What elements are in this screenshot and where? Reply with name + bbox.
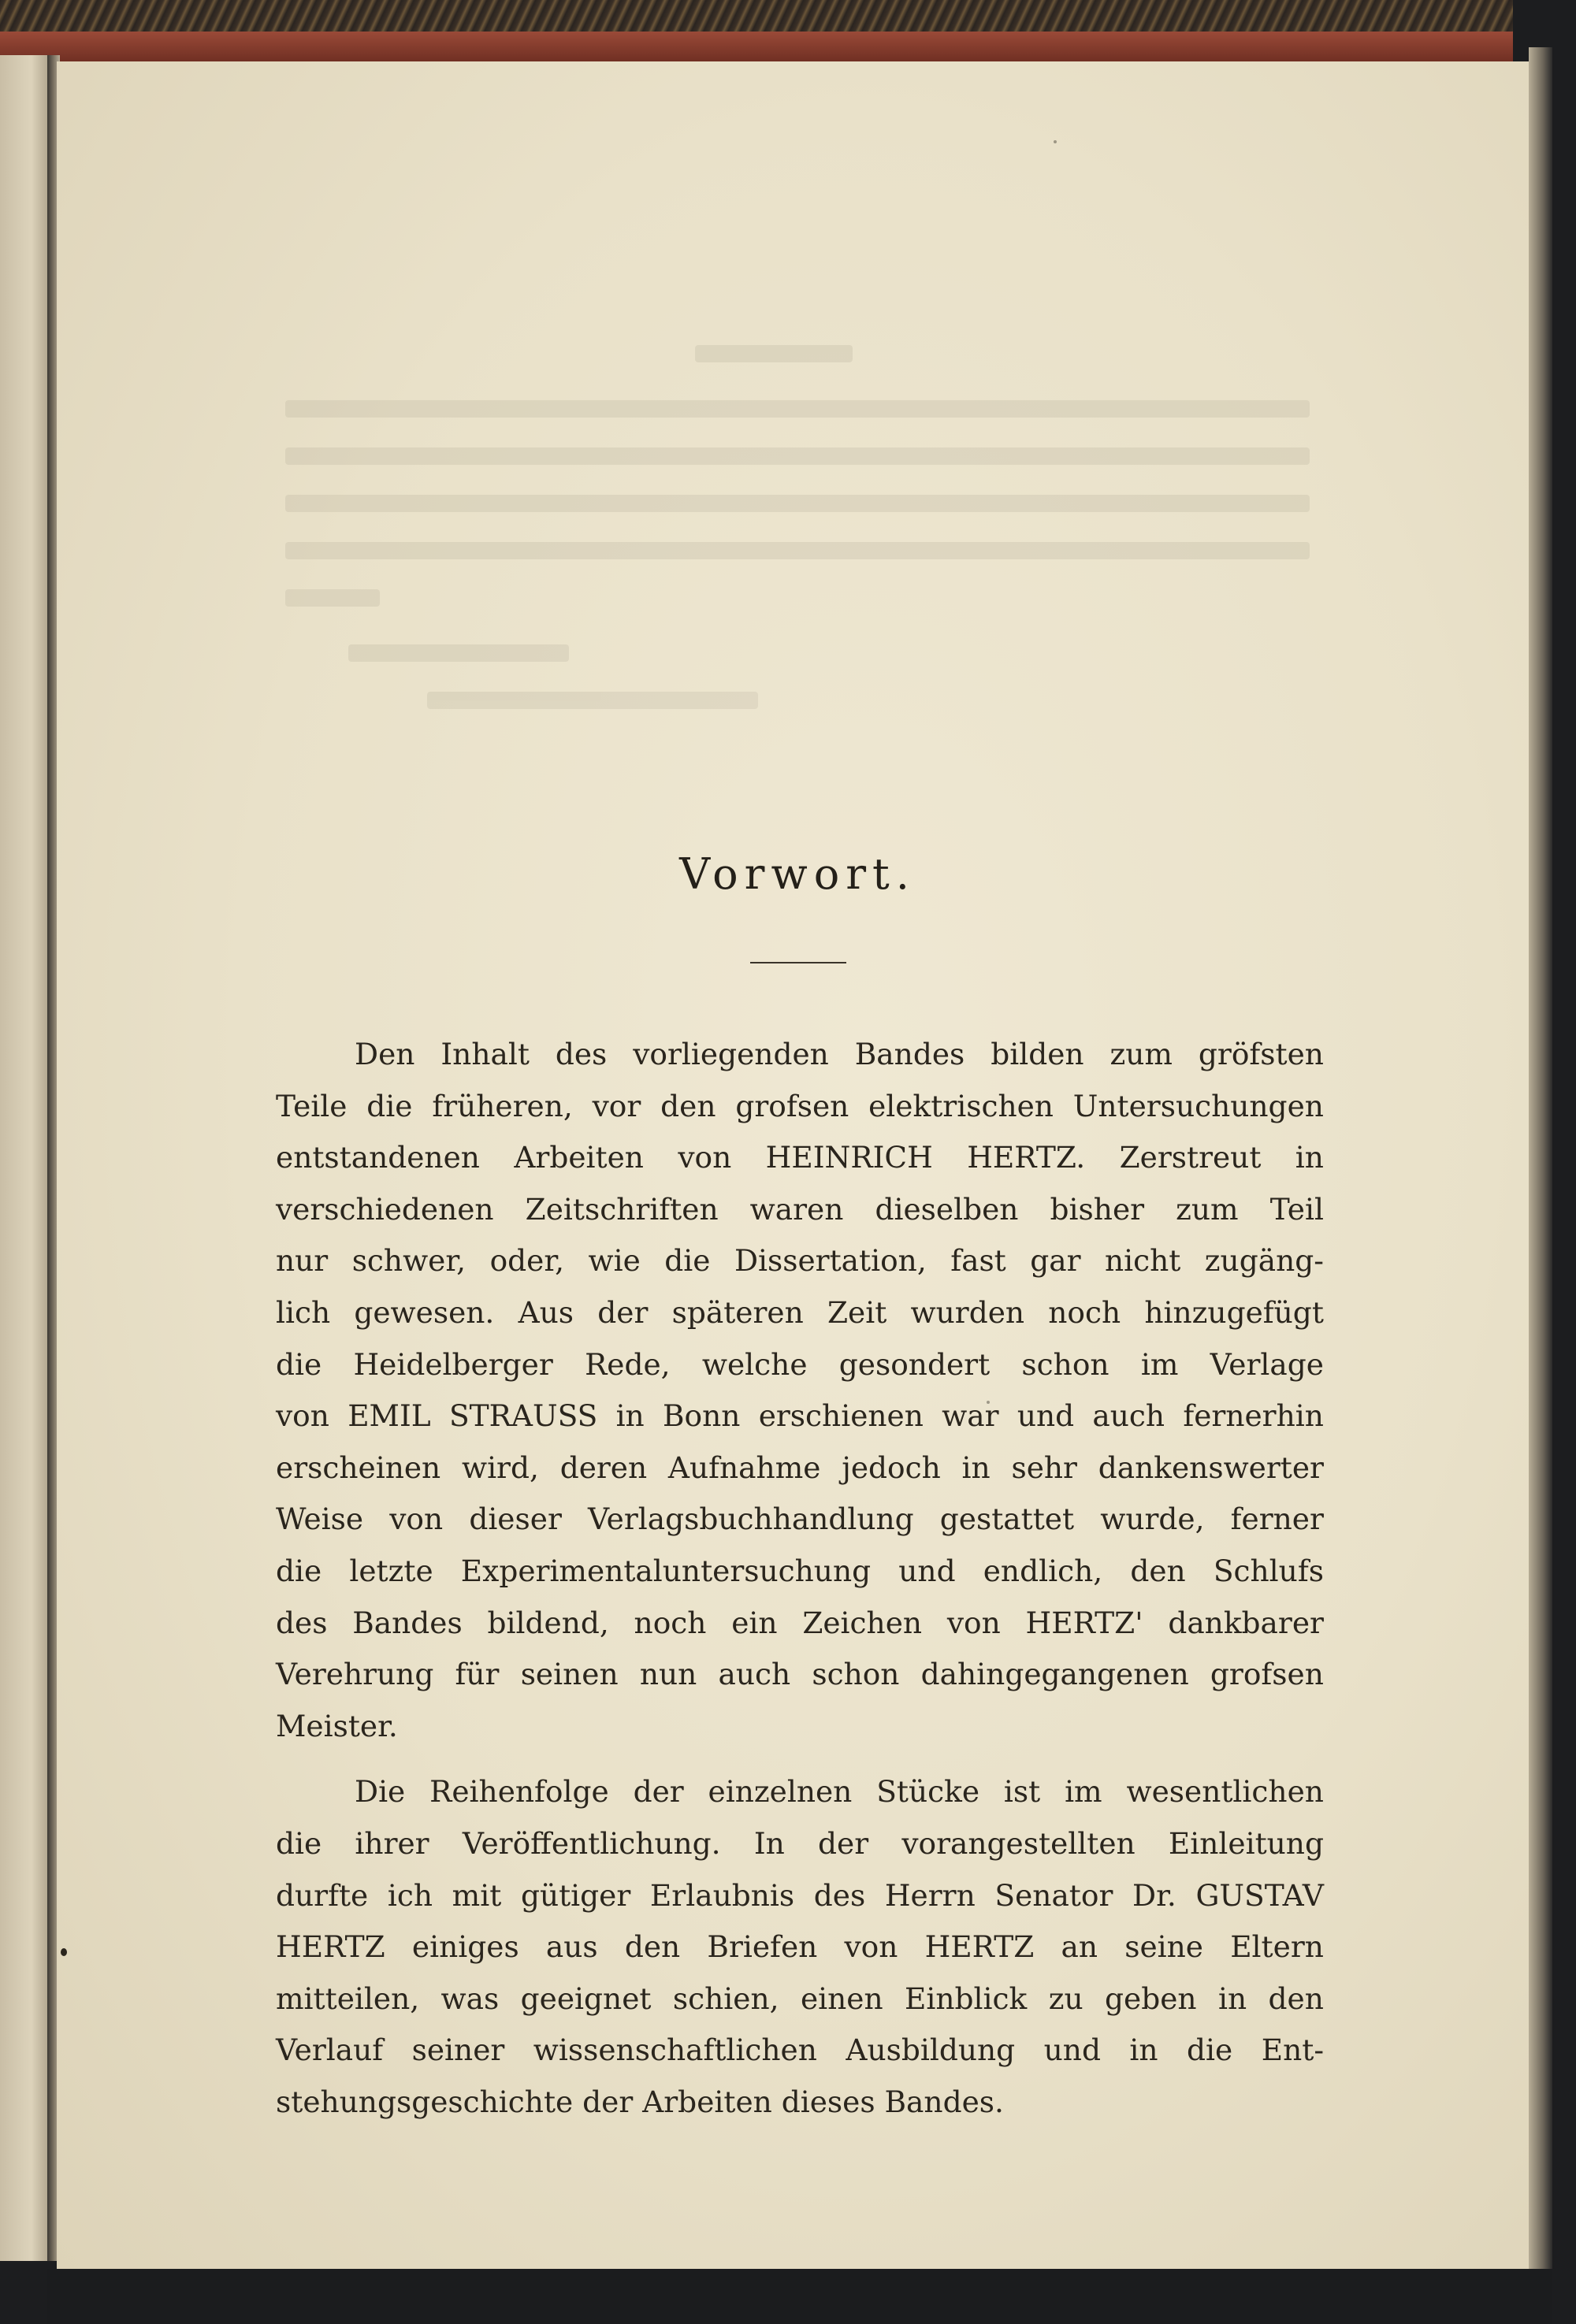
title-rule bbox=[750, 962, 846, 963]
background-shadow bbox=[47, 2269, 1552, 2324]
text-line: die ihrer Veröffentlichung. In der vorangestellten Einleitung bbox=[276, 1825, 1324, 1861]
page-title: Vorwort. bbox=[679, 849, 916, 899]
facing-page-edge bbox=[0, 55, 52, 2261]
book-cover-marbled-edge bbox=[0, 0, 1513, 34]
paper-speck bbox=[61, 1948, 67, 1956]
text-line: von EMIL STRAUSS in Bonn erschienen war und auch fernerhin bbox=[276, 1398, 1324, 1434]
preface-text bbox=[276, 1029, 1324, 2128]
text-line: verschiedenen Zeitschriften waren dieselben bisher zum Teil bbox=[276, 1191, 1324, 1227]
text-line: des Bandes bildend, noch ein Zeichen von HERTZ' dankbarer bbox=[276, 1605, 1324, 1640]
text-line: Verehrung für seinen nun auch schon dahingegangenen grofsen bbox=[276, 1657, 1324, 1692]
text-line: stehungsgeschichte der Arbeiten dieses Bandes. bbox=[276, 2084, 1004, 2119]
text-line: mitteilen, was geeignet schien, einen Einblick zu geben in den bbox=[276, 1981, 1324, 2016]
text-line: die Heidelberger Rede, welche gesondert schon im Verlage bbox=[276, 1346, 1324, 1382]
paper-speck bbox=[1054, 140, 1057, 143]
text-line: Teile die früheren, vor den grofsen elektrischen Untersuchungen bbox=[276, 1088, 1324, 1123]
paragraph-1 bbox=[276, 1029, 1324, 1752]
text-line: erscheinen wird, deren Aufnahme jedoch in sehr dankenswerter bbox=[276, 1450, 1324, 1485]
show-through-text bbox=[285, 345, 1310, 723]
book-page bbox=[57, 61, 1529, 2274]
text-line: Weise von dieser Verlagsbuchhandlung gestattet wurde, ferner bbox=[276, 1502, 1324, 1537]
text-line: lich gewesen. Aus der späteren Zeit wurden noch hinzugefügt bbox=[276, 1294, 1324, 1330]
paragraph-2 bbox=[276, 1766, 1324, 2128]
page-edges bbox=[0, 32, 1513, 63]
text-line: Verlauf seiner wissenschaftlichen Ausbildung und in die Ent- bbox=[276, 2033, 1324, 2068]
text-line: entstandenen Arbeiten von HEINRICH HERTZ. Zerstreut in bbox=[276, 1140, 1324, 1175]
text-line: HERTZ einiges aus den Briefen von HERTZ an seine Eltern bbox=[276, 1929, 1324, 1965]
text-line: Den Inhalt des vorliegenden Bandes bilden zum gröfsten bbox=[355, 1037, 1324, 1071]
text-line: nur schwer, oder, wie die Dissertation, fast gar nicht zugäng- bbox=[276, 1243, 1324, 1279]
text-line: die letzte Experimentaluntersuchung und endlich, den Schlufs bbox=[276, 1553, 1324, 1588]
text-line: durfte ich mit gütiger Erlaubnis des Herrn Senator Dr. GUSTAV bbox=[276, 1877, 1324, 1913]
text-line: Meister. bbox=[276, 1708, 398, 1743]
text-line: Die Reihenfolge der einzelnen Stücke ist im wesentlichen bbox=[355, 1774, 1324, 1810]
paper-speck bbox=[987, 1401, 990, 1404]
page-stack-edge bbox=[1529, 47, 1552, 2277]
